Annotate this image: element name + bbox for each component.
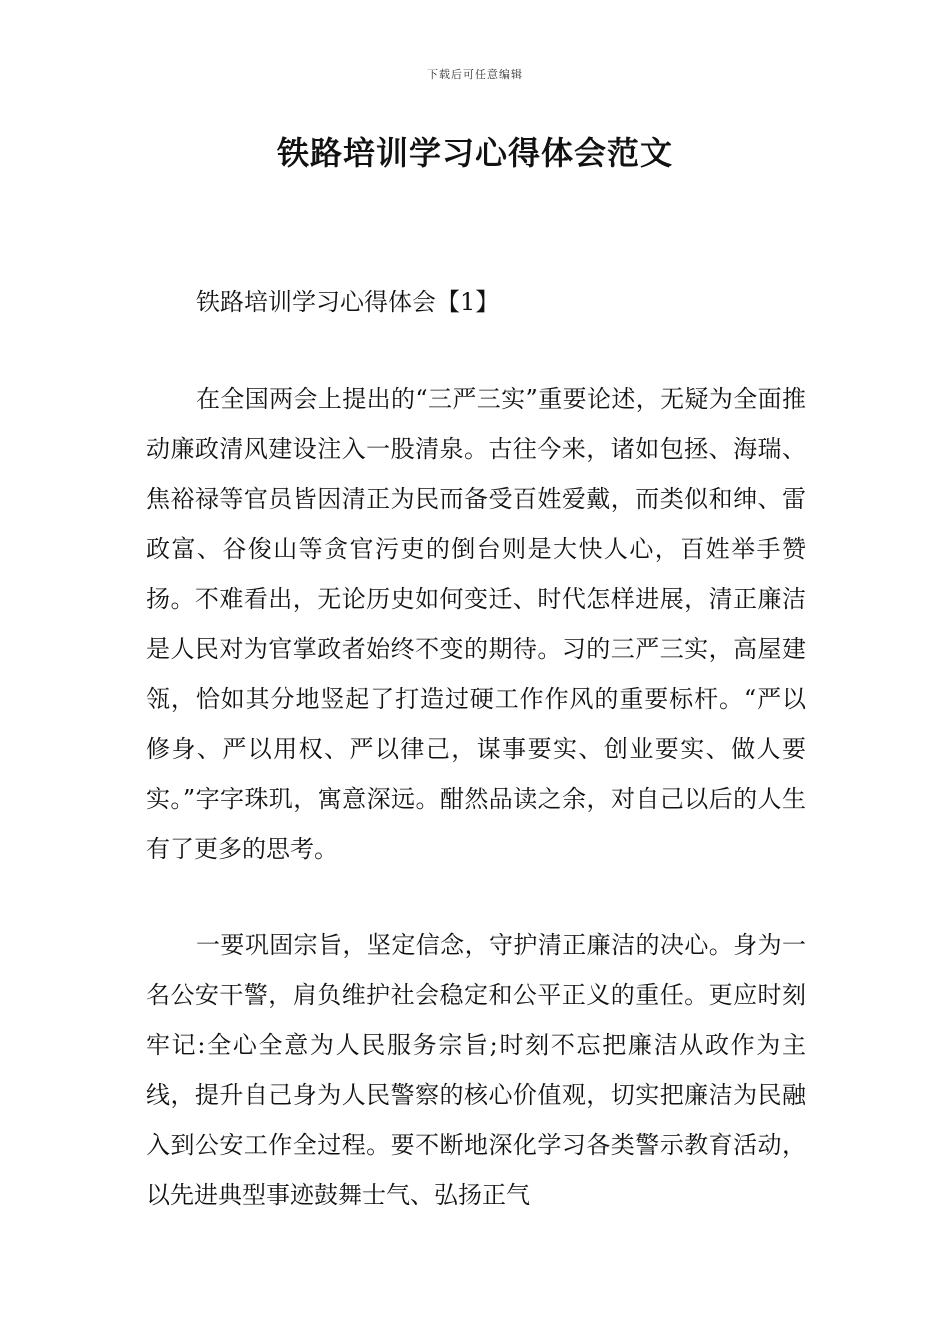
body-paragraph: 在全国两会上提出的“三严三实”重要论述，无疑为全面推动廉政清风建设注入一股清泉。古往今来，诸如包拯、海瑞、焦裕禄等官员皆因清正为民而备受百姓爱戴，而类似和绅、雷政富、谷俊山等贪官污吏的倒台则是大快人心，百姓举手赞扬。不难看出，无论历史如何变迁、时代怎样进展，清正廉洁是人民对为官掌政者始终不变的期待。习的三严三实，高屋建瓴，恰如其分地竖起了打造过硬工作作风的重要标杆。“严以修身、严以用权、严以律己，谋事要实、创业要实、做人要实。”字字珠玑，寓意深远。酣然品读之余，对自己以后的人生有了更多的思考。 [146,385,806,863]
document-title: 铁路培训学习心得体会范文 [276,134,673,172]
body-paragraph: 一要巩固宗旨，坚定信念，守护清正廉洁的决心。身为一名公安干警，肩负维护社会稳定和公平正义的重任。更应时刻牢记:全心全意为人民服务宗旨;时刻不忘把廉洁从政作为主线，提升自己身为人民警察的核心价值观，切实把廉洁为民融入到公安工作全过程。要不断地深化学习各类警示教育活动，以先进典型事迹鼓舞士气、弘扬正气 [146,931,806,1209]
header-note: 下载后可任意编辑 [427,68,523,81]
section-heading: 铁路培训学习心得体会【1】 [196,288,500,316]
